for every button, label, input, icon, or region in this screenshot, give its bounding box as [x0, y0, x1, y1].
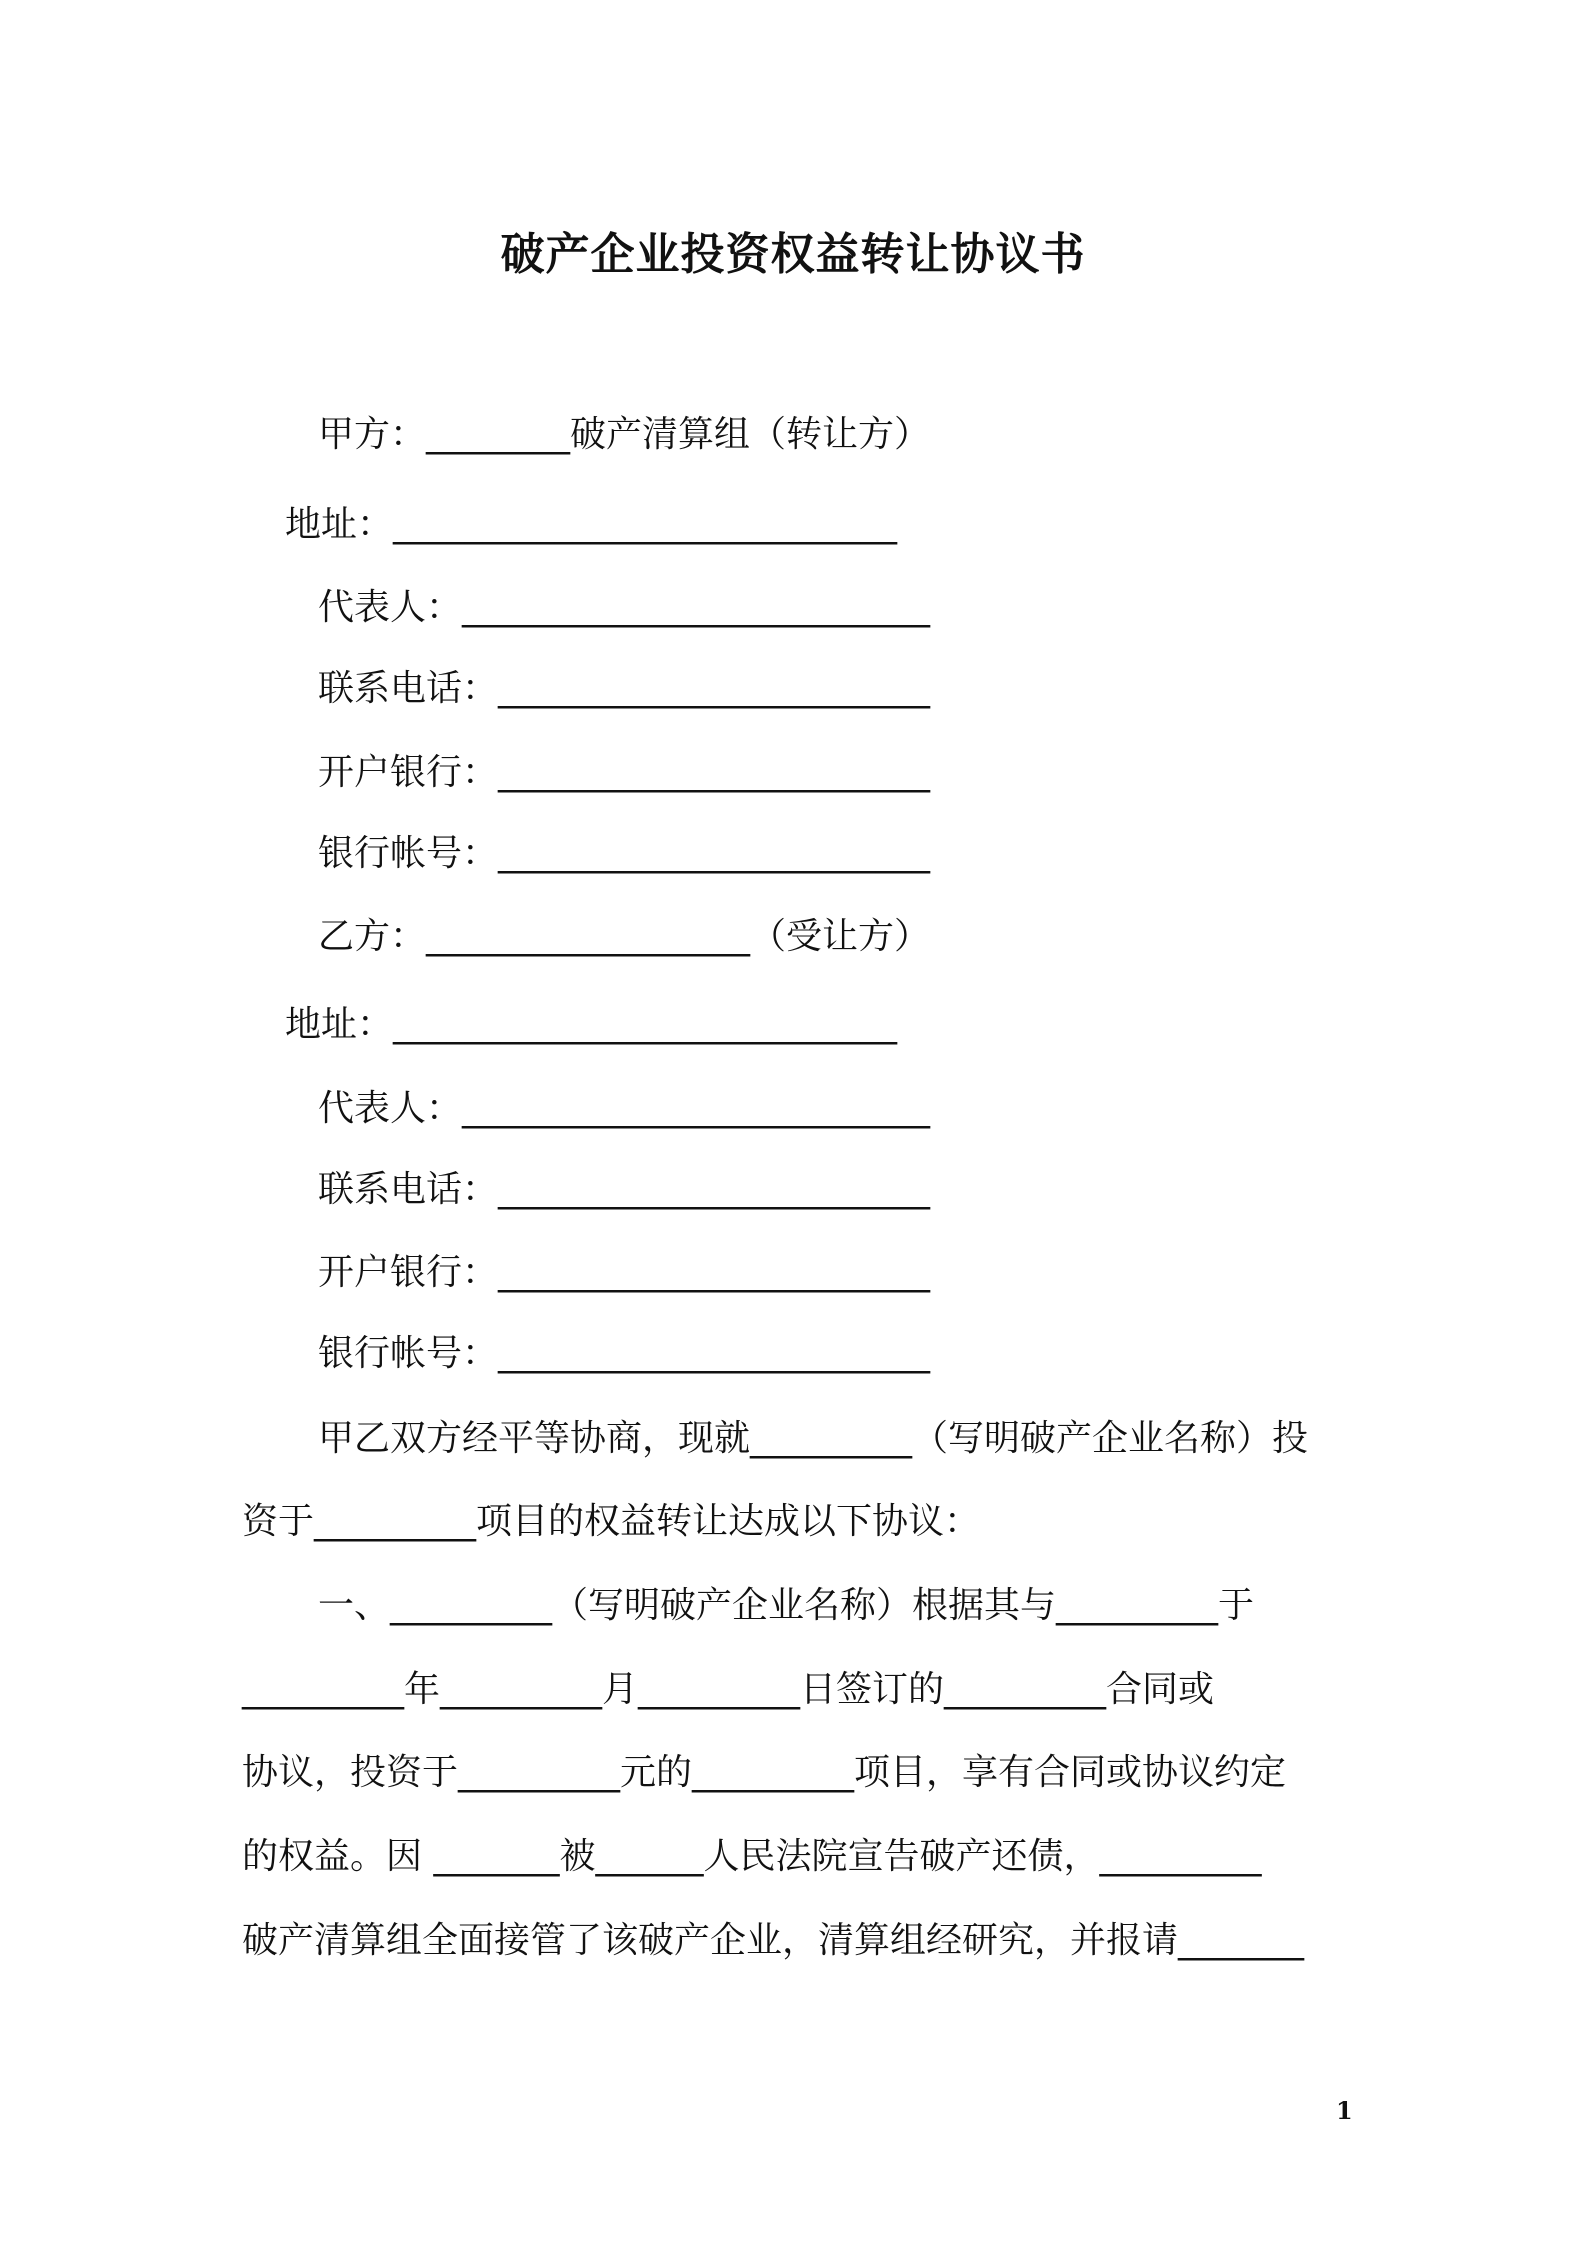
document-title: 破产企业投资权益转让协议书: [500, 229, 1086, 280]
body-line: _________年_________月_________日签订的_________合同或: [242, 1669, 1215, 1710]
body-line: 甲乙双方经平等协商，现就_________（写明破产企业名称）投: [318, 1418, 1309, 1459]
body-line: 的权益。因 _______被______人民法院宣告破产还债，_________: [242, 1836, 1262, 1877]
body-line: 破产清算组全面接管了该破产企业，清算组经研究，并报请_______: [242, 1920, 1305, 1961]
party-a-line: 甲方：________破产清算组（转让方）: [318, 414, 931, 455]
party-a-phone: 联系电话：________________________: [318, 668, 931, 709]
party-b-line: 乙方：__________________（受让方）: [318, 916, 931, 957]
page-number: 1: [1336, 2096, 1353, 2125]
party-a-address: 地址：____________________________: [285, 504, 898, 545]
party-b-bank: 开户银行：________________________: [318, 1252, 931, 1293]
body-line: 协议，投资于_________元的_________项目，享有合同或协议约定: [242, 1752, 1287, 1793]
party-a-bank: 开户银行：________________________: [318, 752, 931, 793]
party-b-representative: 代表人：__________________________: [318, 1088, 931, 1129]
body-line: 资于_________项目的权益转让达成以下协议：: [242, 1501, 981, 1542]
body-line: 一、_________（写明破产企业名称）根据其与_________于: [318, 1585, 1255, 1626]
party-b-phone: 联系电话：________________________: [318, 1169, 931, 1210]
party-b-address: 地址：____________________________: [285, 1004, 898, 1045]
party-b-account: 银行帐号：________________________: [318, 1333, 931, 1374]
party-a-representative: 代表人：__________________________: [318, 587, 931, 628]
party-a-account: 银行帐号：________________________: [318, 833, 931, 874]
